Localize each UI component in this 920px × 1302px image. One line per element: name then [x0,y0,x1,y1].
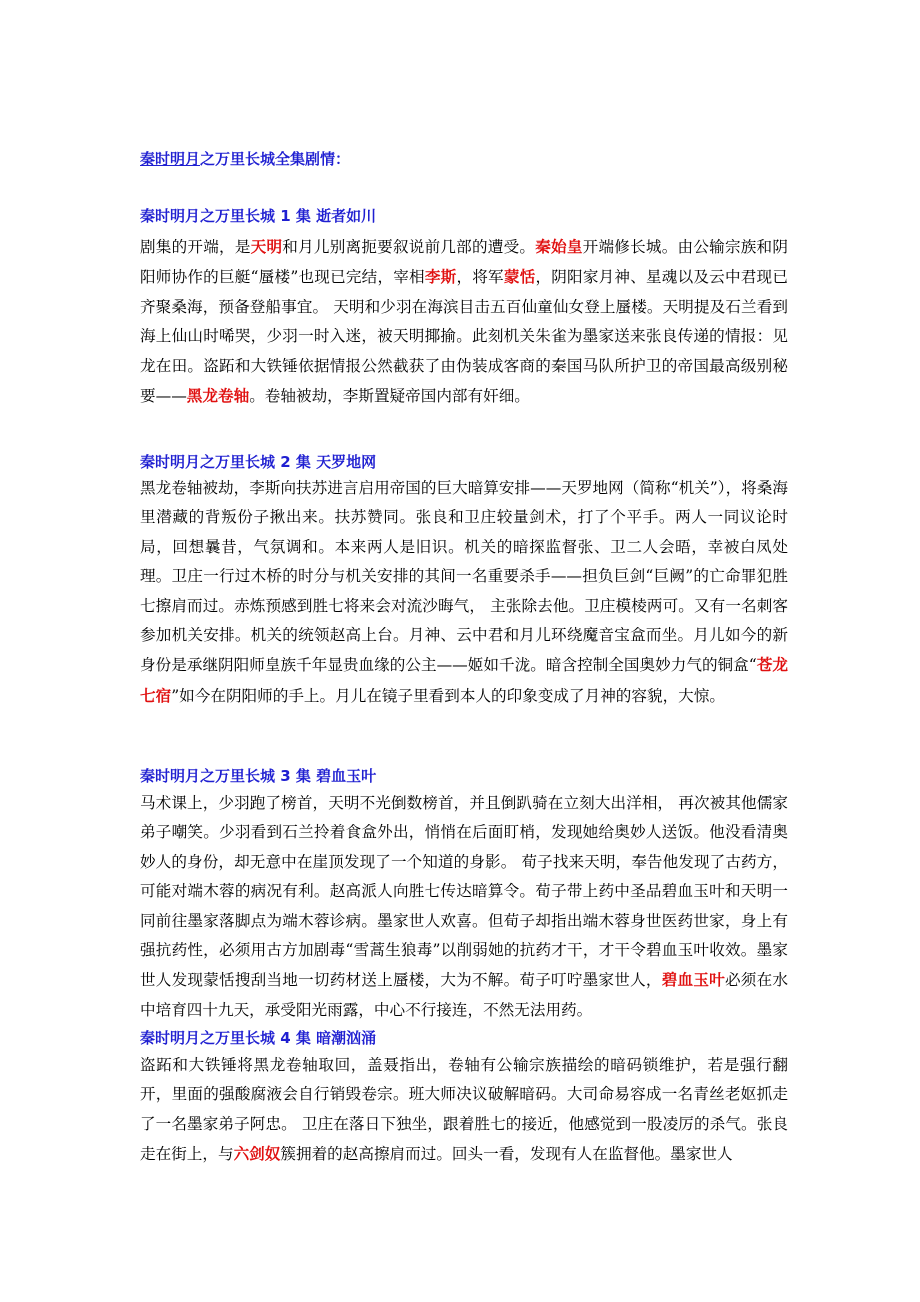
body-text: 剧集的开端，是 [140,238,251,256]
highlight-keyword: 苍龙七宿 [140,655,788,705]
episode-1-heading: 秦时明月之万里长城 1 集 逝者如川 [140,207,377,225]
body-text: 马术课上，少羽跑了榜首，天明不光倒数榜首，并且倒趴骑在立刻大出洋相， 再次被其他儒家弟子嘲笑。少羽看到石兰拎着食盒外出，悄悄在后面盯梢，发现她给奥妙人送饭。他没看清奥妙人的身份，却无意中在崖顶发现了一个知道的身影。 荀子找来天明，奉告他发现了古药方，可能对端木蓉的病况有利。赵高派人向胜七传达暗算令。荀子带上药中圣品碧血玉叶和天明一同前往墨家落脚点为端木蓉诊病。墨家世人欢喜。但荀子却指出端木蓉身世医药世家，身上有强抗药性，必须用古方加剧毒“雪蒿生狼毒”以削弱她的抗药才干，才干令碧血玉叶收效。墨家世人发现蒙恬搜刮当地一切药材送上蜃楼，大为不解。荀子叮咛墨家世人， [140,794,788,990]
document-title [140,149,350,169]
body-text: 必须在水中培育四十九天，承受阳光雨露，中心不行接连，不然无法用药。 [140,971,788,1019]
highlight-keyword: 黑龙卷轴 [186,386,250,406]
episode-4-heading: 秦时明月之万里长城 4 集 暗潮汹涌 [140,1029,377,1047]
episode-4-body [140,1051,788,1170]
highlight-keyword: 秦始皇 [535,237,583,256]
highlight-keyword: 天明 [250,237,283,256]
episode-3-body [140,789,788,1025]
body-text: 盗跖和大铁锤将黑龙卷轴取回，盖聂指出，卷轴有公输宗族描绘的暗码锁维护，若是强行翻开，里面的强酸腐液会自行销毁卷宗。班大师决议破解暗码。大司命易容成一名青丝老妪抓走了一名墨家弟子阿忠。 卫庄在落日下独坐，跟着胜七的接近，他感觉到一股凌厉的杀气。张良走在街上，与 [140,1056,788,1164]
document-title-rest: 之万里长城全集剧情： [200,150,351,168]
body-text: 开端修长城。由公输宗族和阴阳师协作的巨艇“蜃楼”也现已完结，宰相 [140,238,788,287]
highlight-keyword: 碧血玉叶 [661,970,725,990]
body-text: ”如今在阴阳师的手上。月儿在镜子里看到本人的印象变成了月神的容貌，大惊。 [171,686,725,705]
episode-1-body [140,232,788,411]
episode-3-heading: 秦时明月之万里长城 3 集 碧血玉叶 [140,767,377,785]
body-text: 簇拥着的赵高擦肩而过。回头一看，发现有人在监督他。墨家世人 [280,1145,733,1164]
highlight-keyword: 蒙恬 [503,267,536,287]
body-text: 和月儿别离扼要叙说前几部的遭受。 [282,238,536,256]
body-text: ，将军 [456,268,504,287]
highlight-keyword: 李斯 [424,267,457,287]
episode-2-heading: 秦时明月之万里长城 2 集 天罗地网 [140,453,377,471]
body-text: ，阴阳家月神、星魂以及云中君现已齐聚桑海，预备登船事宜。 天明和少羽在海滨目击五百仙童仙女登上蜃楼。天明提及石兰看到海上仙山时唏哭，少羽一时入迷，被天明揶揄。此刻机关朱雀为墨家送来张良传递的情报：见龙在田。盗跖和大铁锤依据情报公然截获了由伪装成客商的秦国马队所护卫的帝国最高级别秘要—— [140,268,788,406]
document-title-link[interactable]: 秦时明月 [140,150,201,168]
body-text: 。卷轴被劫，李斯置疑帝国内部有奸细。 [249,387,530,406]
body-text: 黑龙卷轴被劫，李斯向扶苏进言启用帝国的巨大暗算安排——天罗地网（简称“机关”），将桑海里潜藏的背叛份子揪出来。扶苏赞同。张良和卫庄较量剑术，打了个平手。两人一同议论时局，回想曩昔，气氛调和。本来两人是旧识。机关的暗探监督张、卫二人会晤，幸被白凤处理。卫庄一行过木桥的时分与机关安排的其间一名重要杀手——担负巨剑“巨阙”的亡命罪犯胜七擦肩而过。赤炼预感到胜七将来会对流沙晦气， 主张除去他。卫庄模棱两可。又有一名刺客参加机关安排。机关的统领赵高上台。月神、云中君和月儿环绕魔音宝盒而坐。月儿如今的新身份是承继阴阳师皇族千年显贵血缘的公主——姬如千泷。暗含控制全国奥妙力气的铜盒“ [140,479,788,675]
episode-2-body [140,474,788,711]
highlight-keyword: 六剑奴 [233,1144,281,1164]
